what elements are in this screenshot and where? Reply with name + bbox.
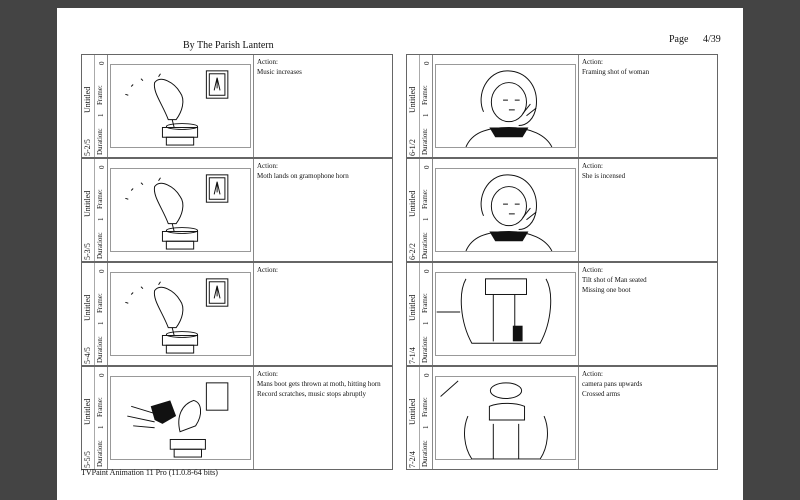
strip-divider	[419, 55, 420, 157]
panel-title: Untitled	[83, 294, 92, 321]
scene-number: 7-1/4	[408, 347, 417, 364]
frame-label: Frame:	[421, 85, 429, 105]
frame-value: 1	[422, 217, 430, 221]
action-notes	[578, 263, 717, 365]
panel-drawing	[110, 272, 251, 356]
duration-label: Duration:	[421, 232, 429, 259]
action-notes	[253, 55, 392, 157]
panel-title: Untitled	[408, 398, 417, 425]
action-line: Missing one boot	[582, 286, 631, 294]
start-frame-value: 0	[423, 373, 431, 377]
action-line: Music increases	[257, 68, 302, 76]
start-frame-value: 0	[423, 61, 431, 65]
action-label: Action:	[257, 58, 278, 66]
storyboard-panel	[81, 366, 393, 470]
panel-info-strip	[407, 159, 433, 261]
action-line: Tilt shot of Man seated	[582, 276, 647, 284]
action-line: Framing shot of woman	[582, 68, 650, 76]
start-frame-value: 0	[98, 165, 106, 169]
scene-number: 7-2/4	[408, 451, 417, 468]
panel-info-strip	[82, 367, 108, 469]
panel-info-strip	[407, 55, 433, 157]
panel-drawing	[435, 272, 576, 356]
panel-title: Untitled	[83, 398, 92, 425]
duration-label: Duration:	[96, 336, 104, 363]
action-line: camera pans upwards	[582, 380, 643, 388]
action-notes	[578, 55, 717, 157]
strip-divider	[94, 55, 95, 157]
action-label: Action:	[582, 370, 603, 378]
panel-info-strip	[82, 159, 108, 261]
strip-divider	[94, 263, 95, 365]
action-label: Action:	[582, 162, 603, 170]
action-line: Mans boot gets thrown at moth, hitting horn	[257, 380, 381, 388]
duration-label: Duration:	[421, 128, 429, 155]
panel-info-strip	[82, 263, 108, 365]
storyboard-panel	[81, 54, 393, 158]
strip-divider	[419, 263, 420, 365]
action-line: Record scratches, music stops abruptly	[257, 390, 367, 398]
panel-info-strip	[82, 55, 108, 157]
frame-value: 1	[97, 113, 105, 117]
panel-info-strip	[407, 263, 433, 365]
start-frame-value: 0	[98, 373, 106, 377]
strip-divider	[94, 159, 95, 261]
panel-drawing	[110, 376, 251, 460]
start-frame-value: 0	[98, 269, 106, 273]
frame-label: Frame:	[96, 397, 104, 417]
storyboard-page	[57, 8, 743, 500]
start-frame-value: 0	[98, 61, 106, 65]
action-label: Action:	[257, 266, 278, 274]
duration-label: Duration:	[96, 128, 104, 155]
panel-drawing	[435, 376, 576, 460]
scene-number: 5-2/5	[83, 139, 92, 156]
start-frame-value: 0	[423, 269, 431, 273]
frame-value: 1	[97, 321, 105, 325]
frame-label: Frame:	[96, 85, 104, 105]
scene-number: 5-5/5	[83, 451, 92, 468]
frame-label: Frame:	[421, 397, 429, 417]
frame-label: Frame:	[96, 189, 104, 209]
action-line: Moth lands on gramophone horn	[257, 172, 349, 180]
duration-label: Duration:	[96, 232, 104, 259]
panel-title: Untitled	[408, 190, 417, 217]
frame-value: 1	[422, 113, 430, 117]
panel-drawing	[435, 168, 576, 252]
panel-title: Untitled	[83, 190, 92, 217]
panel-title: Untitled	[83, 86, 92, 113]
frame-value: 1	[422, 425, 430, 429]
start-frame-value: 0	[423, 165, 431, 169]
footer-credit: TVPaint Animation 11 Pro (11.0.8-64 bits)	[81, 468, 218, 477]
scene-number: 5-3/5	[83, 243, 92, 260]
action-label: Action:	[257, 162, 278, 170]
storyboard-panel	[406, 158, 718, 262]
page-number: 4/39	[703, 34, 721, 45]
panel-title: Untitled	[408, 294, 417, 321]
action-notes	[253, 159, 392, 261]
duration-label: Duration:	[421, 440, 429, 467]
panel-title: Untitled	[408, 86, 417, 113]
frame-label: Frame:	[96, 293, 104, 313]
storyboard-panel	[81, 158, 393, 262]
duration-label: Duration:	[96, 440, 104, 467]
panel-drawing	[110, 64, 251, 148]
action-notes	[253, 367, 392, 469]
frame-label: Frame:	[421, 189, 429, 209]
scene-number: 6-1/2	[408, 139, 417, 156]
panel-drawing	[110, 168, 251, 252]
action-label: Action:	[582, 58, 603, 66]
panel-info-strip	[407, 367, 433, 469]
frame-value: 1	[422, 321, 430, 325]
storyboard-panel	[406, 262, 718, 366]
panel-drawing	[435, 64, 576, 148]
strip-divider	[419, 367, 420, 469]
page-label: Page	[669, 34, 689, 45]
action-notes	[578, 367, 717, 469]
storyboard-panel	[406, 366, 718, 470]
action-label: Action:	[582, 266, 603, 274]
storyboard-panel	[81, 262, 393, 366]
action-notes	[253, 263, 392, 365]
document-title: By The Parish Lantern	[183, 40, 274, 51]
strip-divider	[94, 367, 95, 469]
scene-number: 5-4/5	[83, 347, 92, 364]
action-label: Action:	[257, 370, 278, 378]
frame-label: Frame:	[421, 293, 429, 313]
strip-divider	[419, 159, 420, 261]
action-notes	[578, 159, 717, 261]
frame-value: 1	[97, 217, 105, 221]
action-line: Crossed arms	[582, 390, 620, 398]
frame-value: 1	[97, 425, 105, 429]
scene-number: 6-2/2	[408, 243, 417, 260]
storyboard-panel	[406, 54, 718, 158]
duration-label: Duration:	[421, 336, 429, 363]
action-line: She is incensed	[582, 172, 626, 180]
